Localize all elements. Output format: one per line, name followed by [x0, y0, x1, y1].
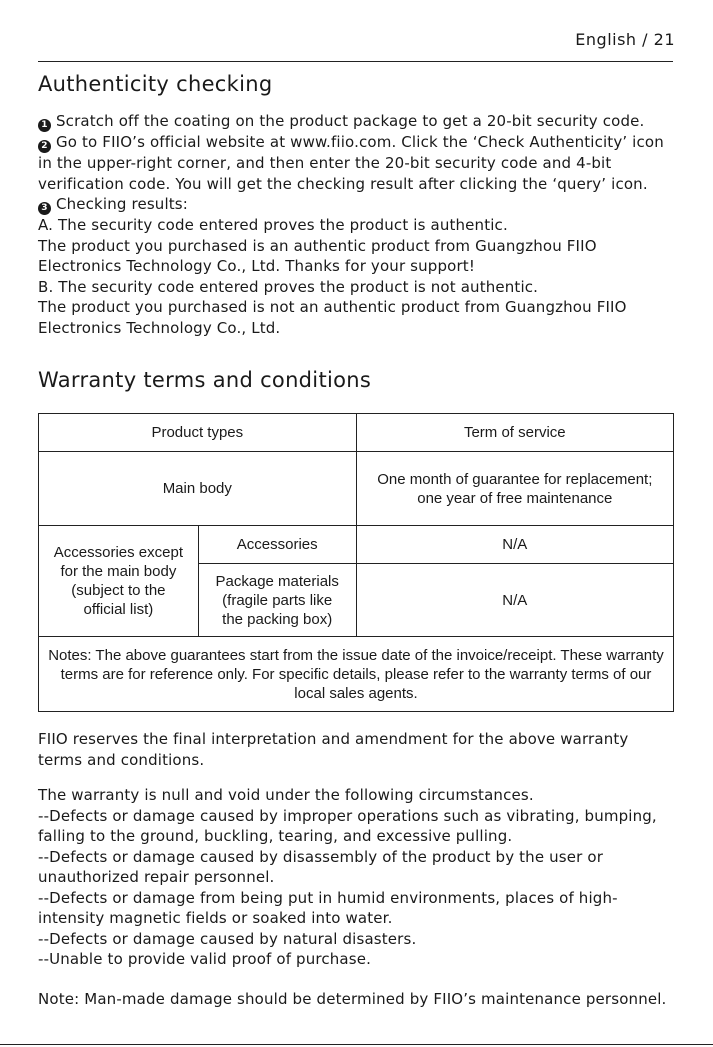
result-b-body: The product you purchased is not an authentic product from Guangzhou FIIO Electronics Technology Co., Ltd.	[38, 298, 627, 337]
reserve-paragraph: FIIO reserves the final interpretation and amendment for the above warranty terms and conditions.	[38, 730, 629, 769]
main-body-term-cell: One month of guarantee for replacement; one year of free maintenance	[356, 452, 673, 526]
accessories-group-cell: Accessories except for the main body (subject to the official list)	[39, 526, 199, 637]
header-product-types: Product types	[39, 414, 357, 452]
header-divider	[38, 61, 673, 62]
main-body-cell: Main body	[39, 452, 357, 526]
package-materials-term-cell: N/A	[356, 564, 673, 637]
table-header-row	[39, 414, 674, 452]
step-2: 2 Go to FIIO’s official website at www.fiio.com. Click the ‘Check Authenticity’ icon in the upper-right corner, and then enter the 20-bit security code and 4-bit verification code. You will get the checking result after clicking the ‘query’ icon.	[38, 133, 664, 193]
warranty-title: Warranty terms and conditions	[38, 368, 372, 392]
step-3: 3 Checking results:	[38, 194, 673, 215]
list-item: --Defects or damage caused by improper operations such as vibrating, bumping, falling to the ground, buckling, tearing, and excessive pulling.	[38, 806, 657, 845]
header-term-of-service: Term of service	[356, 414, 673, 452]
circled-number-3-icon: 3	[38, 202, 51, 215]
list-item: --Unable to provide valid proof of purchase.	[38, 950, 372, 968]
table-row-notes	[39, 637, 674, 712]
final-note: Note: Man-made damage should be determined by FIIO’s maintenance personnel.	[38, 990, 667, 1008]
accessories-cell: Accessories	[198, 526, 356, 564]
accessories-term-cell: N/A	[356, 526, 673, 564]
page-number-label: English / 21	[575, 30, 675, 49]
warranty-table	[38, 413, 674, 712]
circled-number-2-icon: 2	[38, 140, 51, 153]
result-b-heading: B. The security code entered proves the product is not authentic.	[38, 277, 539, 296]
table-row-accessories	[39, 526, 674, 564]
table-row-main-body	[39, 452, 674, 526]
list-item: --Defects or damage from being put in humid environments, places of high-intensity magnetic fields or soaked into water.	[38, 888, 618, 927]
result-a-body: The product you purchased is an authentic product from Guangzhou FIIO Electronics Technology Co., Ltd. Thanks for your support!	[38, 236, 597, 275]
void-intro: The warranty is null and void under the following circumstances.	[38, 786, 534, 804]
list-item: --Defects or damage caused by disassembly of the product by the user or unauthorized repair personnel.	[38, 847, 604, 886]
footer-divider	[0, 1044, 713, 1045]
result-a-heading: A. The security code entered proves the product is authentic.	[38, 216, 508, 234]
void-conditions	[38, 785, 673, 970]
package-materials-cell: Package materials (fragile parts like the packing box)	[198, 564, 356, 637]
notes-cell: Notes: The above guarantees start from the issue date of the invoice/receipt. These warranty terms are for reference only. For specific details, please refer to the warranty terms of our local sales agents.	[39, 637, 674, 712]
step-1: 1 Scratch off the coating on the product package to get a 20-bit security code.	[38, 111, 673, 132]
list-item: --Defects or damage caused by natural disasters.	[38, 929, 417, 948]
authenticity-title: Authenticity checking	[38, 72, 273, 96]
circled-number-1-icon: 1	[38, 119, 51, 132]
authenticity-body	[38, 111, 673, 338]
